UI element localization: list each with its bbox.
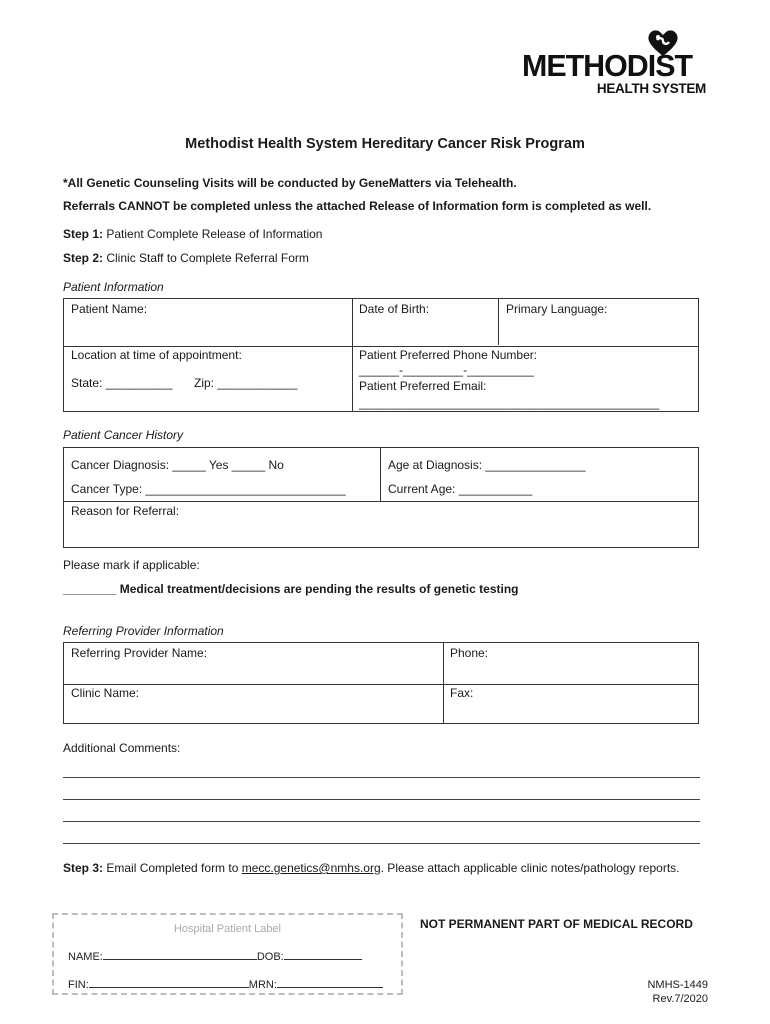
label-fin: FIN: [68, 979, 89, 991]
comment-line-4[interactable] [63, 843, 700, 844]
comment-line-1[interactable] [63, 777, 700, 778]
provider-heading: Referring Provider Information [63, 624, 224, 638]
phone-blank: ______-_________-__________ [359, 363, 534, 377]
email-link[interactable]: mecc.genetics@nmhs.org [241, 861, 381, 875]
step-1-label: Step 1: [63, 227, 104, 241]
step-2 [63, 251, 309, 265]
logo-subtitle: HEALTH SYSTEM [596, 81, 706, 96]
email-blank: _____________________________________________ [359, 396, 660, 410]
step-3 [63, 861, 680, 875]
comments-label: Additional Comments: [63, 741, 181, 755]
current-age-field[interactable]: Current Age: ___________ [388, 482, 533, 496]
telehealth-note: *All Genetic Counseling Visits will be conducted by GeneMatters via Telehealth. [63, 176, 517, 190]
comment-line-2[interactable] [63, 799, 700, 800]
label-fin-row [68, 977, 383, 991]
referral-note: Referrals CANNOT be completed unless the attached Release of Information form is completed as well. [63, 199, 652, 213]
step-3-label: Step 3: [63, 861, 104, 875]
cancer-history-heading: Patient Cancer History [63, 428, 184, 442]
clinic-name-field[interactable]: Clinic Name: [71, 686, 140, 700]
age-at-diagnosis-field[interactable]: Age at Diagnosis: _______________ [388, 458, 586, 472]
applicable-prompt: Please mark if applicable: [63, 558, 200, 572]
form-revision: Rev.7/2020 [652, 993, 708, 1005]
methodist-logo [522, 28, 708, 98]
hospital-label-box [52, 913, 403, 995]
step-2-text: Clinic Staff to Complete Referral Form [103, 251, 309, 265]
patient-info-table [63, 298, 699, 412]
label-name-row [68, 949, 362, 963]
cancer-type-field[interactable]: Cancer Type: ______________________________ [71, 482, 346, 496]
form-number: NMHS-1449 [647, 979, 708, 991]
label-dob: DOB: [256, 951, 284, 963]
language-field[interactable]: Primary Language: [506, 302, 608, 316]
dob-field[interactable]: Date of Birth: [359, 302, 430, 316]
comment-line-3[interactable] [63, 821, 700, 822]
pending-results-text: Medical treatment/decisions are pending the results of genetic testing [116, 582, 519, 596]
patient-name-field[interactable]: Patient Name: [71, 302, 148, 316]
email-field[interactable]: Patient Preferred Email: [359, 379, 487, 393]
patient-info-heading: Patient Information [63, 280, 164, 294]
state-field[interactable]: State: __________ [71, 376, 173, 390]
reason-for-referral-field[interactable]: Reason for Referral: [71, 504, 180, 518]
page-title: Methodist Health System Hereditary Cancer Risk Program [185, 136, 585, 152]
step-3-text: Email Completed form to [103, 861, 242, 875]
cancer-history-table [63, 447, 699, 548]
label-name: NAME: [68, 951, 103, 963]
step-2-label: Step 2: [63, 251, 104, 265]
location-field[interactable]: Location at time of appointment: [71, 348, 242, 362]
cancer-diagnosis-field[interactable]: Cancer Diagnosis: _____ Yes _____ No [71, 458, 284, 472]
step-1-text: Patient Complete Release of Information [103, 227, 323, 241]
provider-name-field[interactable]: Referring Provider Name: [71, 646, 208, 660]
step-1 [63, 227, 322, 241]
label-mrn: MRN: [248, 979, 277, 991]
hospital-label-title: Hospital Patient Label [173, 923, 281, 935]
step-3-text-end: . Please attach applicable clinic notes/pathology reports. [380, 861, 680, 875]
pending-results-blank: ________ [63, 582, 117, 596]
fax-field[interactable]: Fax: [450, 686, 474, 700]
provider-phone-field[interactable]: Phone: [450, 646, 489, 660]
phone-field[interactable]: Patient Preferred Phone Number: [359, 348, 538, 362]
pending-results-option[interactable] [63, 582, 518, 596]
provider-table [63, 642, 699, 724]
zip-field[interactable]: Zip: ____________ [194, 376, 298, 390]
logo-wordmark: METHODIST [522, 48, 693, 83]
not-permanent-notice: NOT PERMANENT PART OF MEDICAL RECORD [420, 917, 693, 931]
